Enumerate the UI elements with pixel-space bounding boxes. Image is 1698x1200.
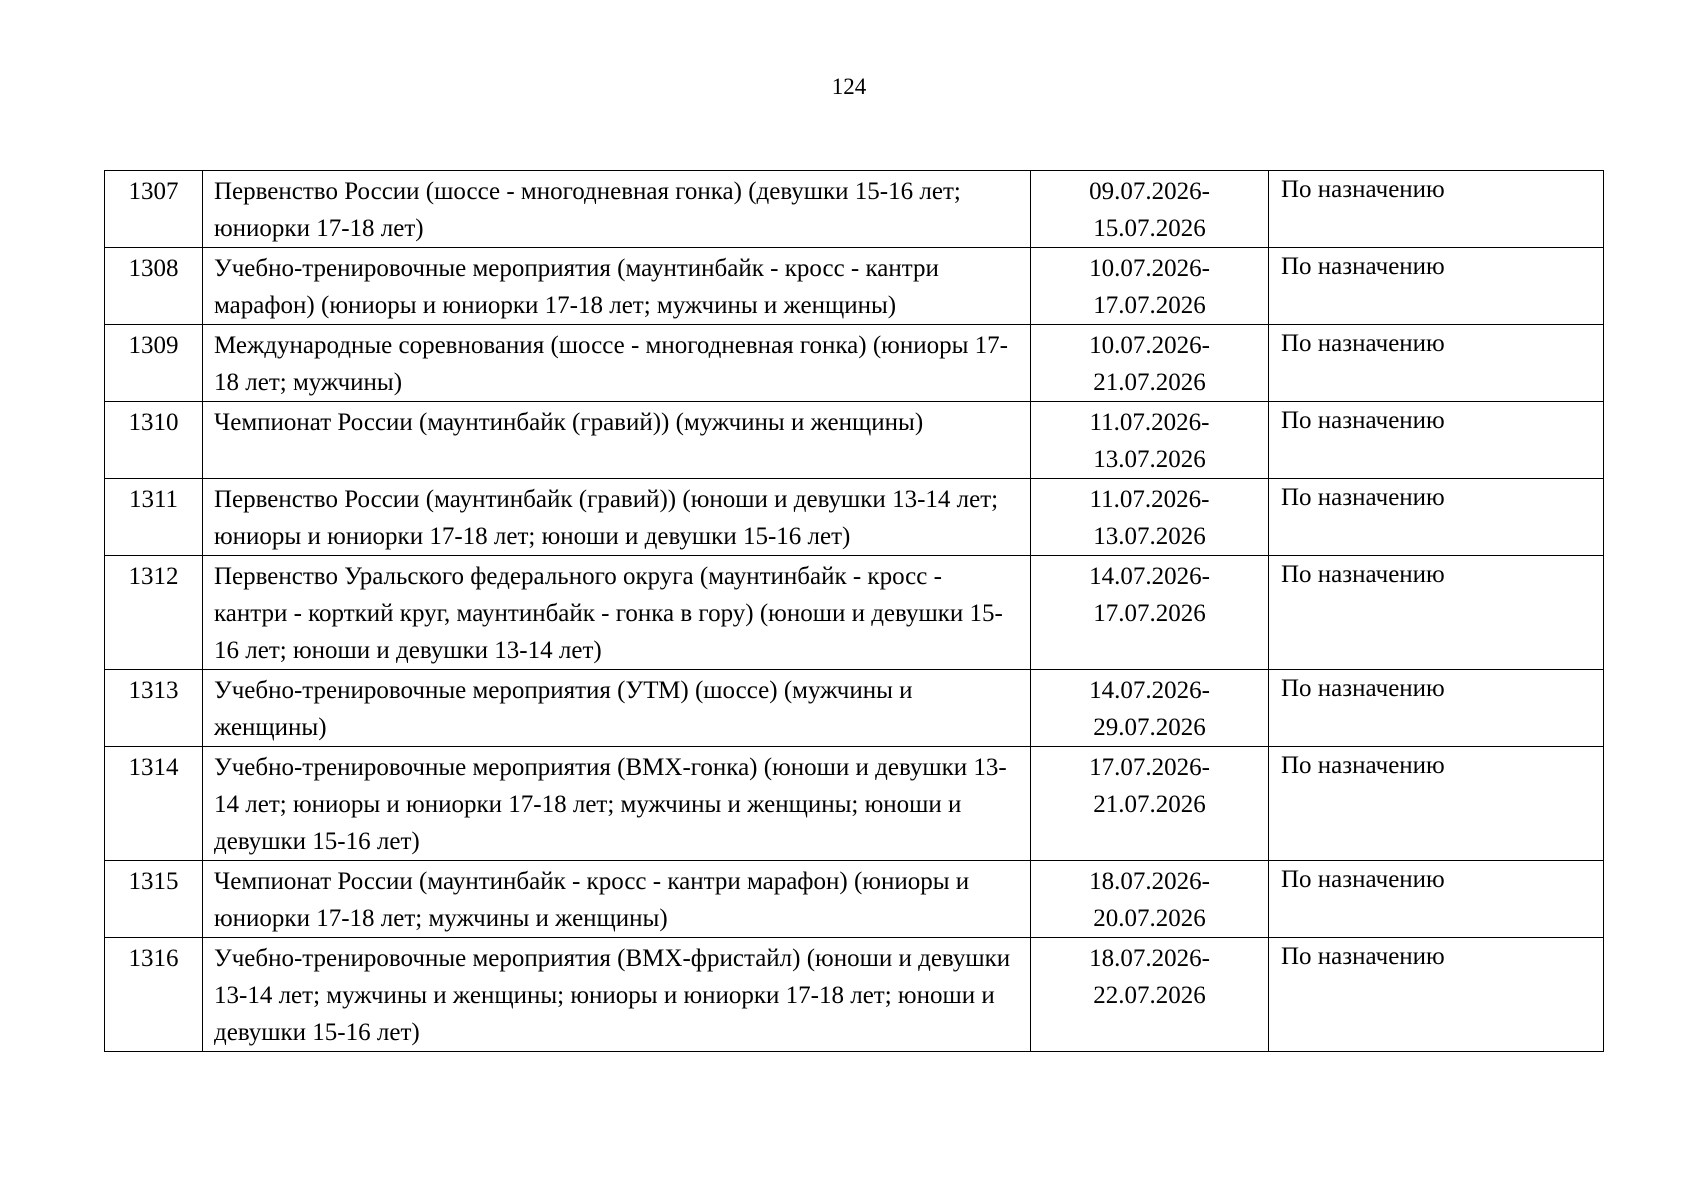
event-place: По назначению bbox=[1269, 479, 1604, 556]
event-place: По назначению bbox=[1269, 402, 1604, 479]
event-name: Чемпионат России (маунтинбайк (гравий)) (мужчины и женщины) bbox=[203, 402, 1031, 479]
date-start: 14.07.2026- bbox=[1089, 677, 1210, 704]
event-dates bbox=[1031, 479, 1269, 556]
date-end: 21.07.2026 bbox=[1093, 791, 1206, 818]
event-dates bbox=[1031, 670, 1269, 747]
event-name: Чемпионат России (маунтинбайк - кросс - кантри марафон) (юниоры и юниорки 17-18 лет; мужчины и женщины) bbox=[203, 861, 1031, 938]
date-start: 09.07.2026- bbox=[1089, 178, 1210, 205]
date-end: 22.07.2026 bbox=[1093, 982, 1206, 1009]
event-dates bbox=[1031, 248, 1269, 325]
table-row bbox=[105, 747, 1604, 861]
date-end: 13.07.2026 bbox=[1093, 446, 1206, 473]
date-end: 20.07.2026 bbox=[1093, 905, 1206, 932]
date-start: 11.07.2026- bbox=[1089, 486, 1210, 513]
date-end: 13.07.2026 bbox=[1093, 523, 1206, 550]
event-name: Учебно-тренировочные мероприятия (маунтинбайк - кросс - кантри марафон) (юниоры и юниорки 17-18 лет; мужчины и женщины) bbox=[203, 248, 1031, 325]
date-start: 18.07.2026- bbox=[1089, 945, 1210, 972]
table-row bbox=[105, 670, 1604, 747]
event-name: Первенство России (шоссе - многодневная гонка) (девушки 15-16 лет; юниорки 17-18 лет) bbox=[203, 171, 1031, 248]
event-name: Учебно-тренировочные мероприятия (BMX-гонка) (юноши и девушки 13-14 лет; юниоры и юниорки 17-18 лет; мужчины и женщины; юноши и девушки 15-16 лет) bbox=[203, 747, 1031, 861]
event-number: 1309 bbox=[105, 325, 203, 402]
page-number: 124 bbox=[831, 74, 867, 99]
table-row bbox=[105, 479, 1604, 556]
table-row bbox=[105, 556, 1604, 670]
event-dates bbox=[1031, 402, 1269, 479]
event-number: 1308 bbox=[105, 248, 203, 325]
event-name: Первенство России (маунтинбайк (гравий)) (юноши и девушки 13-14 лет; юниоры и юниорки 17-18 лет; юноши и девушки 15-16 лет) bbox=[203, 479, 1031, 556]
event-place: По назначению bbox=[1269, 248, 1604, 325]
events-schedule-table bbox=[104, 170, 1604, 1052]
date-end: 29.07.2026 bbox=[1093, 714, 1206, 741]
event-number: 1315 bbox=[105, 861, 203, 938]
event-place: По назначению bbox=[1269, 861, 1604, 938]
event-number: 1314 bbox=[105, 747, 203, 861]
event-place: По назначению bbox=[1269, 938, 1604, 1052]
table-row bbox=[105, 861, 1604, 938]
table-row bbox=[105, 171, 1604, 248]
event-number: 1312 bbox=[105, 556, 203, 670]
event-dates bbox=[1031, 325, 1269, 402]
date-start: 10.07.2026- bbox=[1089, 332, 1210, 359]
date-end: 15.07.2026 bbox=[1093, 215, 1206, 242]
event-number: 1310 bbox=[105, 402, 203, 479]
event-place: По назначению bbox=[1269, 556, 1604, 670]
event-number: 1313 bbox=[105, 670, 203, 747]
event-name: Международные соревнования (шоссе - многодневная гонка) (юниоры 17-18 лет; мужчины) bbox=[203, 325, 1031, 402]
table-row bbox=[105, 325, 1604, 402]
event-name: Учебно-тренировочные мероприятия (УТМ) (шоссе) (мужчины и женщины) bbox=[203, 670, 1031, 747]
table-row bbox=[105, 248, 1604, 325]
date-end: 17.07.2026 bbox=[1093, 600, 1206, 627]
event-number: 1307 bbox=[105, 171, 203, 248]
date-end: 17.07.2026 bbox=[1093, 292, 1206, 319]
event-number: 1316 bbox=[105, 938, 203, 1052]
date-start: 17.07.2026- bbox=[1089, 754, 1210, 781]
event-dates bbox=[1031, 556, 1269, 670]
event-dates bbox=[1031, 747, 1269, 861]
table-row bbox=[105, 938, 1604, 1052]
date-start: 11.07.2026- bbox=[1089, 409, 1210, 436]
event-dates bbox=[1031, 861, 1269, 938]
event-dates bbox=[1031, 171, 1269, 248]
date-start: 18.07.2026- bbox=[1089, 868, 1210, 895]
date-start: 14.07.2026- bbox=[1089, 563, 1210, 590]
event-name: Учебно-тренировочные мероприятия (BMX-фристайл) (юноши и девушки 13-14 лет; мужчины и женщины; юниоры и юниорки 17-18 лет; юноши и девушки 15-16 лет) bbox=[203, 938, 1031, 1052]
event-place: По назначению bbox=[1269, 670, 1604, 747]
event-place: По назначению bbox=[1269, 325, 1604, 402]
date-end: 21.07.2026 bbox=[1093, 369, 1206, 396]
date-start: 10.07.2026- bbox=[1089, 255, 1210, 282]
event-dates bbox=[1031, 938, 1269, 1052]
event-place: По назначению bbox=[1269, 171, 1604, 248]
event-place: По назначению bbox=[1269, 747, 1604, 861]
table-row bbox=[105, 402, 1604, 479]
event-number: 1311 bbox=[105, 479, 203, 556]
event-name: Первенство Уральского федерального округа (маунтинбайк - кросс - кантри - корткий круг, маунтинбайк - гонка в гору) (юноши и девушки 15-16 лет; юноши и девушки 13-14 лет) bbox=[203, 556, 1031, 670]
